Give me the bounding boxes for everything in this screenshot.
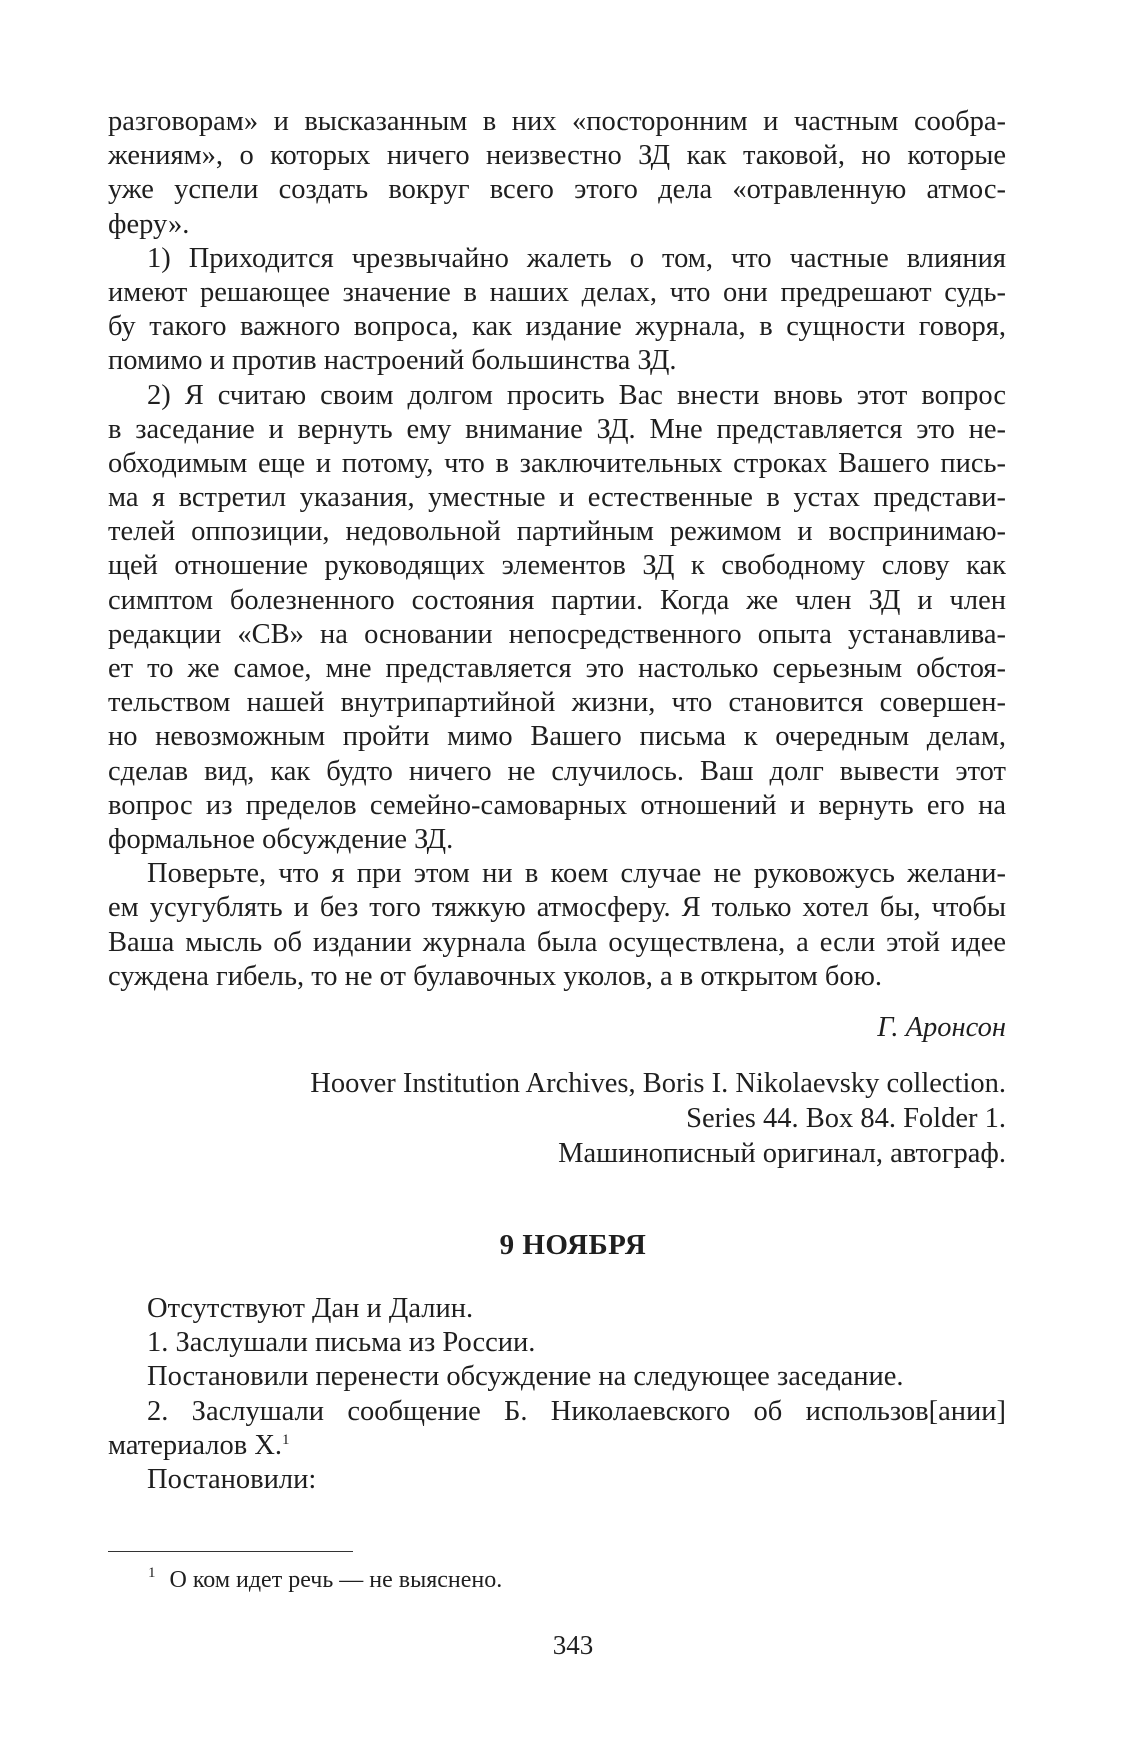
- text-line: обходимым еще и потому, что в заключительных строках Вашего пись-: [108, 447, 1006, 479]
- text-line: вопрос из пределов семейно-самоварных отношений и вернуть его на: [108, 789, 1006, 821]
- text-line: но невозможным пройти мимо Вашего письма к очередным делам,: [108, 721, 1006, 753]
- text-line: феру».: [108, 208, 190, 240]
- text-line: тельством нашей внутрипартийной жизни, что становится совершен-: [108, 687, 1006, 719]
- text-line: редакции «СВ» на основании непосредственного опыта устанавлива-: [108, 618, 1006, 650]
- footnote: [148, 1565, 502, 1595]
- text-line: 1) Приходится чрезвычайно жалеть о том, что частные влияния: [147, 242, 1006, 274]
- text-line: Отсутствуют Дан и Далин.: [147, 1293, 474, 1324]
- text-line: в заседание и вернуть ему внимание ЗД. Мне представляется это не-: [108, 413, 1006, 445]
- page-number: 343: [552, 1630, 594, 1660]
- text-line: 2) Я считаю своим долгом просить Вас внести вновь этот вопрос: [147, 379, 1006, 411]
- footnote-reference: 1: [282, 1431, 290, 1448]
- text-line: ма я встретил указания, уместные и естественные в устах представи-: [108, 482, 1006, 514]
- text-line: суждена гибель, то не от булавочных уколов, а в открытом бою.: [108, 960, 883, 992]
- text-line: телей оппозиции, недовольной партийным режимом и воспринимаю-: [108, 516, 1006, 548]
- section-heading: 9 НОЯБРЯ: [499, 1229, 647, 1261]
- text-line: 2. Заслушали сообщение Б. Николаевского об использов[ании]: [147, 1395, 1006, 1427]
- text-line: Постановили перенести обсуждение на следующее заседание.: [147, 1361, 904, 1393]
- text-line: разговорам» и высказанным в них «посторонним и частным сообра-: [108, 106, 1006, 137]
- footnote-divider: [108, 1551, 353, 1552]
- source-line: Машинописный оригинал, автограф.: [558, 1138, 1006, 1169]
- text-line: ет то же самое, мне представляется это настолько серьезным обстоя-: [108, 653, 1006, 684]
- text-line: щей отношение руководящих элементов ЗД к свободному слову как: [108, 550, 1006, 582]
- text-line: 1. Заслушали письма из России.: [147, 1327, 536, 1359]
- text-line: формальное обсуждение ЗД.: [108, 823, 454, 855]
- text-line: жениям», о которых ничего неизвестно ЗД как таковой, но которые: [108, 140, 1006, 172]
- text-line: Ваша мысль об издании журнала была осуществлена, а если этой идее: [108, 926, 1006, 958]
- signature: Г. Аронсон: [877, 1012, 1006, 1043]
- archival-source: [310, 1066, 1006, 1171]
- text-line: уже успели создать вокруг всего этого дела «отравленную атмос-: [108, 174, 1006, 206]
- text-line: помимо и против настроений большинства ЗД.: [108, 345, 677, 377]
- text-line: бу такого важного вопроса, как издание журнала, в сущности говоря,: [108, 311, 1006, 343]
- footnote-number: 1: [148, 1565, 156, 1581]
- minutes-text: [108, 1292, 1006, 1497]
- text-line: [108, 1429, 1006, 1463]
- text-line: имеют решающее значение в наших делах, что они предрешают судь-: [108, 276, 1006, 308]
- text-line: Постановили:: [147, 1463, 317, 1495]
- source-line: Hoover Institution Archives, Boris I. Nikolaevsky collection.: [310, 1068, 1006, 1099]
- text-line: ем усугублять и без того тяжкую атмосферу. Я только хотел бы, чтобы: [108, 892, 1006, 924]
- text-line: Поверьте, что я при этом ни в коем случае не руковожусь желани-: [147, 858, 1006, 890]
- footnote-text: О ком идет речь — не выяснено.: [169, 1567, 503, 1593]
- main-text: [108, 105, 1006, 994]
- text-line: сделав вид, как будто ничего не случилось. Ваш долг вывести этот: [108, 755, 1006, 787]
- text-line: симптом болезненного состояния партии. Когда же член ЗД и член: [108, 584, 1006, 616]
- source-line: Series 44. Box 84. Folder 1.: [686, 1103, 1006, 1134]
- text-line-content: материалов Х.: [108, 1429, 283, 1461]
